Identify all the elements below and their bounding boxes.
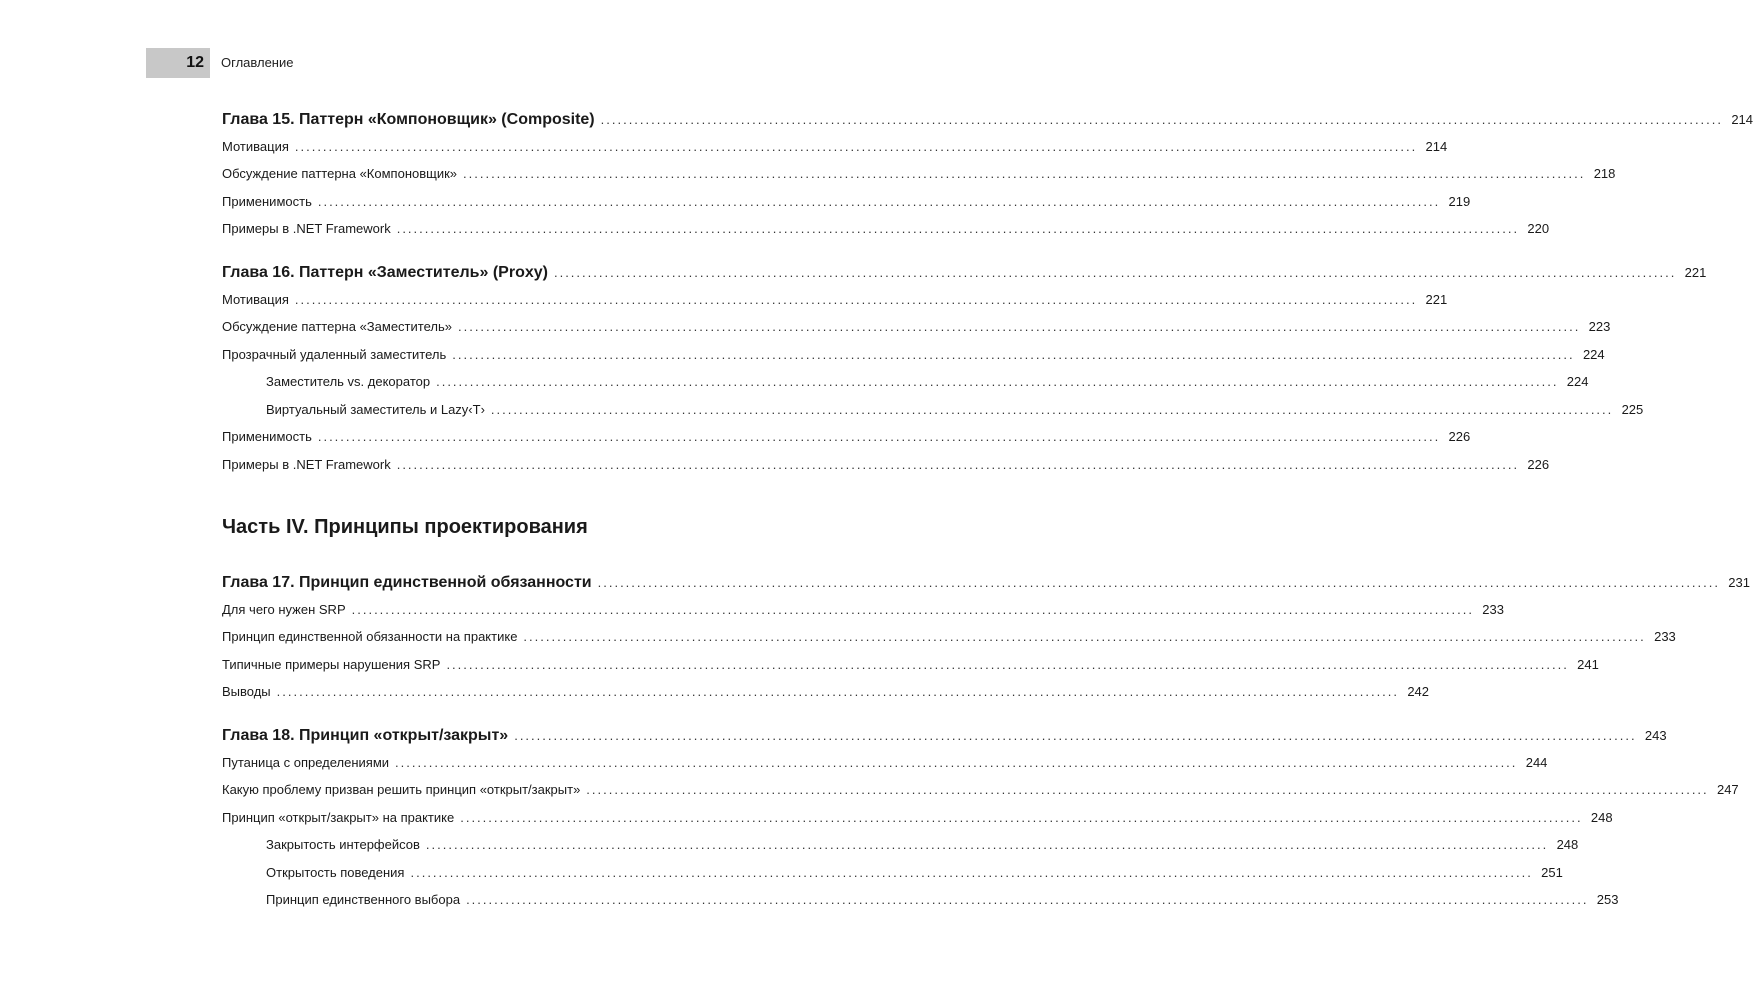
toc-entry-page: 221 <box>1425 292 1448 307</box>
toc-entry-section <box>222 344 1605 366</box>
toc-entry-section <box>222 454 1550 476</box>
toc-entry-page: 224 <box>1566 374 1589 389</box>
toc-entry-page: 218 <box>1593 166 1616 181</box>
toc-entry-section <box>222 316 1611 338</box>
dot-leader: ........................................................................................................................................................................................................ <box>586 782 1709 797</box>
toc-entry-chapter <box>222 108 1753 132</box>
dot-leader: ........................................................................................................................................................................................................ <box>490 402 1614 417</box>
page-number: 12 <box>146 48 210 78</box>
toc-entry-section <box>222 654 1599 676</box>
toc-entry-page: 242 <box>1407 684 1430 699</box>
running-head-title: Оглавление <box>221 55 294 70</box>
toc-entry-page: 224 <box>1582 347 1605 362</box>
dot-leader: ........................................................................................................................................................................................................ <box>410 865 1533 880</box>
dot-leader: ........................................................................................................................................................................................................ <box>395 755 1518 770</box>
toc-entry-title: Обсуждение паттерна «Компоновщик» <box>222 166 458 181</box>
toc-entry-title: Открытость поведения <box>266 865 405 880</box>
dot-leader: ........................................................................................................................................................................................................ <box>460 810 1583 825</box>
toc-entry-page: 226 <box>1448 429 1471 444</box>
toc-entry-title: Примеры в .NET Framework <box>222 457 391 472</box>
toc-entry-title: Мотивация <box>222 292 289 307</box>
toc-entry-sub <box>266 834 1579 856</box>
toc-entry-title: Глава 15. Паттерн «Компоновщик» (Composite) <box>222 111 595 128</box>
dot-leader: ........................................................................................................................................................................................................ <box>514 728 1637 743</box>
toc-entry-sub <box>266 889 1619 911</box>
dot-leader: ........................................................................................................................................................................................................ <box>600 112 1724 127</box>
toc-entry-chapter <box>222 261 1707 285</box>
toc-entry-title: Глава 16. Паттерн «Заместитель» (Proxy) <box>222 264 548 281</box>
toc-entry-page: 247 <box>1716 782 1739 797</box>
dot-leader: ........................................................................................................................................................................................................ <box>523 629 1646 644</box>
toc-entry-title: Мотивация <box>222 139 289 154</box>
toc-entry-page: 248 <box>1556 837 1579 852</box>
dot-leader: ........................................................................................................................................................................................................ <box>446 657 1569 672</box>
toc-entry-section <box>222 163 1616 185</box>
toc-entry-title: Глава 18. Принцип «открыт/закрыт» <box>222 727 509 744</box>
toc-entry-section <box>222 218 1550 240</box>
toc-entry-page: 219 <box>1448 194 1471 209</box>
toc-entry-section <box>222 289 1448 311</box>
dot-leader: ........................................................................................................................................................................................................ <box>463 166 1586 181</box>
toc-entry-section <box>222 779 1739 801</box>
toc-entry-title: Выводы <box>222 684 271 699</box>
toc-entry-title: Глава 17. Принцип единственной обязанности <box>222 574 592 591</box>
dot-leader: ........................................................................................................................................................................................................ <box>317 194 1441 209</box>
dot-leader: ........................................................................................................................................................................................................ <box>452 347 1575 362</box>
toc-entry-title: Принцип «открыт/закрыт» на практике <box>222 810 455 825</box>
dot-leader: ........................................................................................................................................................................................................ <box>553 265 1677 280</box>
toc-entry-title: Какую проблему призван решить принцип «открыт/закрыт» <box>222 782 581 797</box>
toc-entry-page: 251 <box>1541 865 1563 880</box>
toc-entry-title: Путаница с определениями <box>222 755 390 770</box>
toc-entry-title: Принцип единственного выбора <box>266 892 461 907</box>
dot-leader: ........................................................................................................................................................................................................ <box>294 139 1418 154</box>
toc-entry-page: 241 <box>1577 657 1599 672</box>
dot-leader: ........................................................................................................................................................................................................ <box>436 374 1559 389</box>
toc-entry-page: 214 <box>1731 112 1753 127</box>
toc-entry-section <box>222 426 1471 448</box>
toc-entry-page: 231 <box>1728 575 1750 590</box>
toc-entry-section <box>222 191 1471 213</box>
toc-entry-title: Применимость <box>222 429 312 444</box>
toc-entry-section <box>222 752 1548 774</box>
toc-entry-section <box>222 136 1448 158</box>
toc-entry-page: 225 <box>1621 402 1644 417</box>
dot-leader: ........................................................................................................................................................................................................ <box>276 684 1400 699</box>
dot-leader: ........................................................................................................................................................................................................ <box>466 892 1589 907</box>
toc-entry-title: Прозрачный удаленный заместитель <box>222 347 447 362</box>
toc-entry-sub <box>266 371 1589 393</box>
toc-entry-page: 214 <box>1425 139 1448 154</box>
toc-entry-chapter <box>222 571 1750 595</box>
toc-entry-section <box>222 807 1613 829</box>
part-heading: Часть IV. Принципы проектирования <box>222 516 588 538</box>
toc-entry-title: Для чего нужен SRP <box>222 602 346 617</box>
toc-entry-title: Закрытость интерфейсов <box>266 837 420 852</box>
toc-entry-title: Типичные примеры нарушения SRP <box>222 657 441 672</box>
toc-entry-section <box>222 599 1504 621</box>
toc-entry-page: 233 <box>1482 602 1504 617</box>
dot-leader: ........................................................................................................................................................................................................ <box>396 457 1520 472</box>
toc-entry-page: 248 <box>1590 810 1613 825</box>
toc-entry-title: Обсуждение паттерна «Заместитель» <box>222 319 452 334</box>
toc-entry-page: 244 <box>1525 755 1548 770</box>
toc-entry-sub <box>266 862 1563 884</box>
dot-leader: ........................................................................................................................................................................................................ <box>317 429 1441 444</box>
toc-entry-section <box>222 681 1430 703</box>
toc-entry-section <box>222 626 1676 648</box>
dot-leader: ........................................................................................................................................................................................................ <box>457 319 1581 334</box>
toc-entry-page: 226 <box>1527 457 1550 472</box>
toc-entry-title: Виртуальный заместитель и Lazy‹T› <box>266 402 485 417</box>
toc-entry-page: 243 <box>1644 728 1667 743</box>
dot-leader: ........................................................................................................................................................................................................ <box>597 575 1720 590</box>
dot-leader: ........................................................................................................................................................................................................ <box>425 837 1549 852</box>
toc-entry-page: 223 <box>1588 319 1611 334</box>
dot-leader: ........................................................................................................................................................................................................ <box>396 221 1520 236</box>
toc-entry-page: 220 <box>1527 221 1550 236</box>
toc-entry-title: Применимость <box>222 194 312 209</box>
toc-entry-sub <box>266 399 1644 421</box>
dot-leader: ........................................................................................................................................................................................................ <box>351 602 1474 617</box>
toc-entry-page: 221 <box>1684 265 1707 280</box>
toc-entry-page: 253 <box>1596 892 1619 907</box>
toc-entry-page: 233 <box>1654 629 1676 644</box>
toc-entry-chapter <box>222 724 1667 748</box>
toc-entry-title: Примеры в .NET Framework <box>222 221 391 236</box>
dot-leader: ........................................................................................................................................................................................................ <box>294 292 1418 307</box>
toc-entry-title: Заместитель vs. декоратор <box>266 374 431 389</box>
toc-entry-title: Принцип единственной обязанности на практике <box>222 629 518 644</box>
